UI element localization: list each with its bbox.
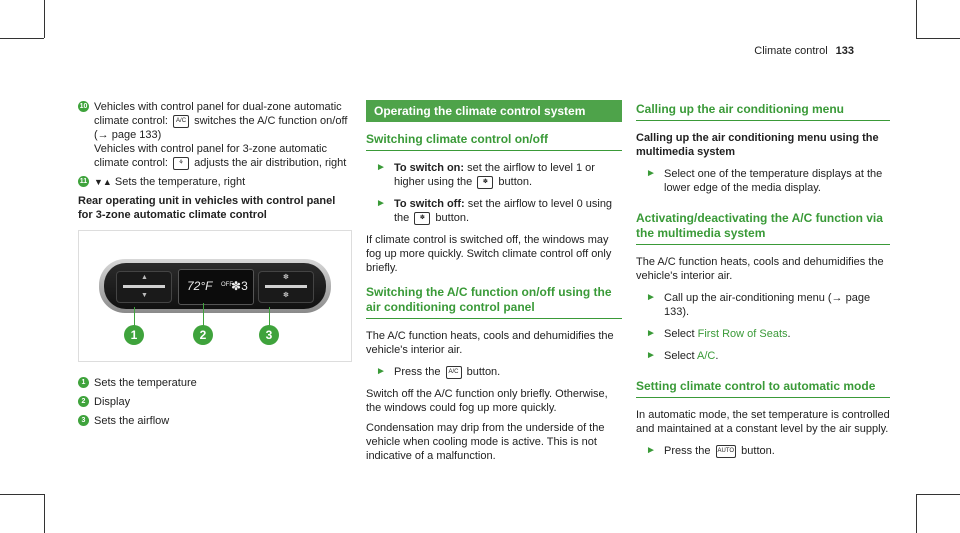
- step-switch-on: ► To switch on: set the airflow to level 1 or higher using the ✽ button.: [376, 162, 595, 188]
- crop-mark: [0, 494, 44, 495]
- step-arrow-icon: ►: [646, 292, 656, 303]
- page-number: 133: [835, 45, 854, 57]
- step-arrow-icon: ►: [376, 162, 386, 173]
- paragraph: Condensation may drip from the underside of the vehicle when cooling mode is active. This is not indicative of a malfunction.: [366, 422, 605, 462]
- crop-mark: [916, 494, 917, 533]
- ac-button-icon: A/C: [173, 115, 189, 128]
- step-arrow-icon: ►: [646, 168, 656, 179]
- fan-high-icon: ✽: [283, 274, 289, 281]
- ac-button-icon: A/C: [446, 366, 462, 379]
- crop-mark: [44, 0, 45, 38]
- callout-3: 3: [259, 325, 279, 345]
- crop-mark: [44, 494, 45, 533]
- bold-heading: Calling up the air conditioning menu using the multimedia system: [636, 132, 879, 158]
- step-select-first-row: ► Select First Row of Seats.: [646, 328, 791, 340]
- ac-link[interactable]: A/C: [697, 350, 716, 362]
- step-select-temp-display: ► Select one of the temperature displays at the lower edge of the media display.: [646, 168, 883, 194]
- fan-button-icon: ✽: [414, 212, 430, 225]
- paragraph: Switch off the A/C function only briefly. Otherwise, the windows could fog up more quickly.: [366, 388, 608, 414]
- auto-button-icon: AUTO: [716, 445, 737, 458]
- step-switch-off: ► To switch off: set the airflow to level 0 using the ✽ button.: [376, 198, 613, 224]
- temperature-rocker: [116, 271, 172, 303]
- step-arrow-icon: ►: [646, 328, 656, 339]
- first-row-of-seats-link[interactable]: First Row of Seats: [697, 328, 788, 340]
- paragraph: The A/C function heats, cools and dehumidifies the vehicle's interior air.: [636, 256, 884, 282]
- legend-item-2: 2 Display: [78, 395, 350, 409]
- middle-column: [366, 100, 622, 469]
- badge-10: 10: [79, 103, 88, 110]
- paragraph: If climate control is switched off, the windows may fog up more quickly. Switch climate control off only briefly.: [366, 234, 612, 274]
- subheading-ac-multimedia: Activating/deactivating the A/C function via the multimedia system: [636, 211, 890, 245]
- step-call-menu: ► Call up the air-conditioning menu (→ page 133).: [646, 292, 871, 318]
- page-header: [754, 44, 854, 58]
- control-panel: [99, 259, 331, 313]
- panel-display: [178, 269, 254, 305]
- paragraph: The A/C function heats, cools and dehumidifies the vehicle's interior air.: [366, 330, 614, 356]
- section-heading: Operating the climate control system: [366, 100, 622, 122]
- badge-11: 11: [79, 178, 88, 185]
- step-arrow-icon: ►: [376, 366, 386, 377]
- legend-item-1: 1 Sets the temperature: [78, 376, 350, 390]
- step-arrow-icon: ►: [646, 350, 656, 361]
- page-title: Climate control: [754, 45, 828, 57]
- fan-button-icon: ✽: [477, 176, 493, 189]
- crop-mark: [916, 0, 917, 38]
- legend-item-11: 11 ▼▲ Sets the temperature, right: [79, 176, 246, 188]
- legend-item-3: 3 Sets the airflow: [78, 414, 350, 428]
- fan-icon: ✽: [231, 279, 242, 293]
- display-temperature: 72°F: [187, 279, 213, 293]
- crop-mark: [916, 494, 960, 495]
- legend-item-10: 10 Vehicles with control panel for dual-zone automatic climate control: A/C switches the A/C function on/off (→ page 133) Vehicles with control panel for 3-zone automatic climate control: ⚘ adjusts the air distribution, right: [79, 101, 348, 169]
- crop-mark: [0, 38, 44, 39]
- up-down-arrows-icon: ▼▲: [94, 177, 112, 187]
- display-fan-level: 3: [241, 279, 248, 293]
- callout-1: 1: [124, 325, 144, 345]
- up-arrow-icon: ▲: [141, 274, 148, 281]
- display-off: OFF: [221, 282, 233, 288]
- subheading-auto-mode: Setting climate control to automatic mode: [636, 379, 890, 398]
- step-arrow-icon: ►: [376, 198, 386, 209]
- subheading-ac-menu: Calling up the air conditioning menu: [636, 102, 890, 121]
- callout-2: 2: [193, 325, 213, 345]
- step-press-auto: ► Press the AUTO button.: [646, 445, 775, 457]
- down-arrow-icon: ▼: [141, 292, 148, 299]
- fan-low-icon: ✽: [283, 292, 289, 299]
- step-arrow-icon: ►: [646, 445, 656, 456]
- paragraph: In automatic mode, the set temperature is controlled and maintained at a constant level by the air supply.: [636, 409, 890, 435]
- step-press-ac: ► Press the A/C button.: [376, 366, 501, 378]
- right-column: [636, 100, 890, 466]
- subheading-switch-on-off: Switching climate control on/off: [366, 132, 622, 151]
- subheading-ac-panel: Switching the A/C function on/off using the air conditioning control panel: [366, 285, 622, 319]
- seat-fan-icon: ⚘: [173, 157, 189, 170]
- step-select-ac: ► Select A/C.: [646, 350, 719, 362]
- crop-mark: [916, 38, 960, 39]
- left-column: [78, 100, 350, 433]
- rear-unit-heading: Rear operating unit in vehicles with control panel for 3-zone automatic climate control: [78, 195, 336, 221]
- rear-control-panel-figure: [78, 230, 352, 362]
- airflow-rocker: [258, 271, 314, 303]
